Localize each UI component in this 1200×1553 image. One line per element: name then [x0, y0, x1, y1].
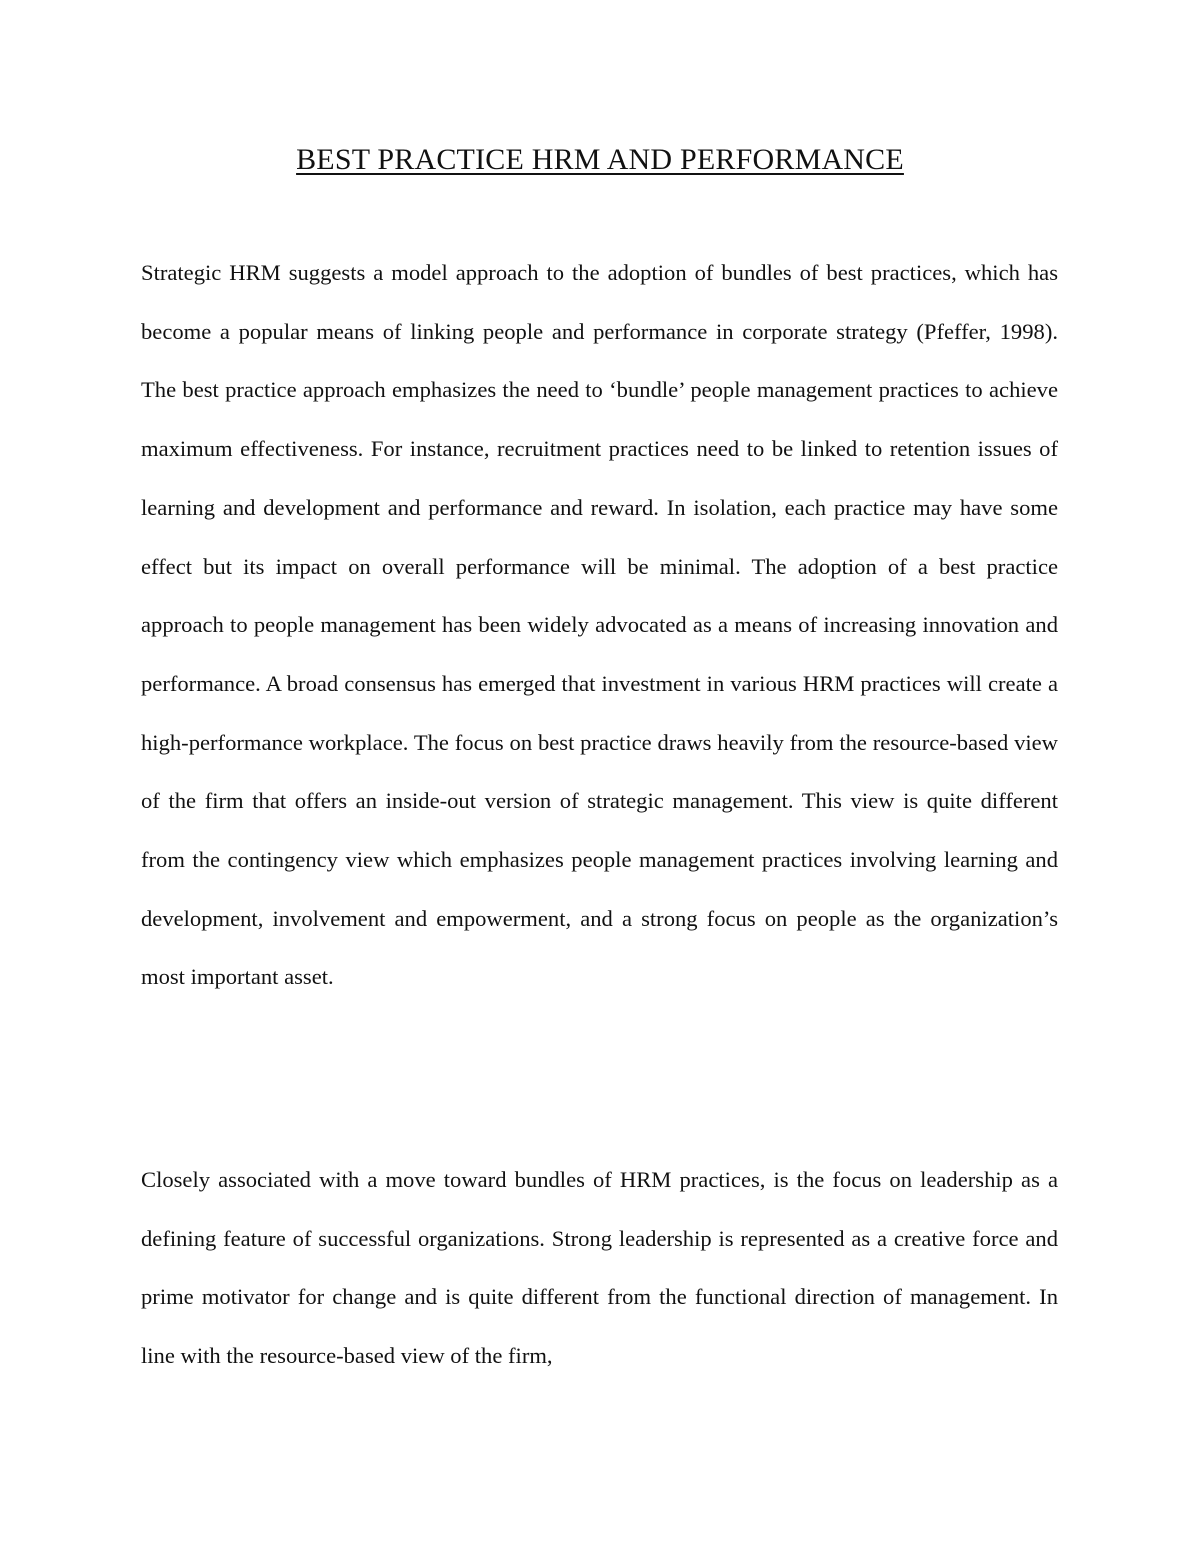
body-paragraph-2: Closely associated with a move toward bundles of HRM practices, is the focus on leadership as a defining feature of successful organizations. Strong leadership is represented as a creative force and prime motivator for change and is quite different from the functional direction of management. In line with the resource-based view of the firm, — [141, 1167, 1058, 1369]
document-title: BEST PRACTICE HRM AND PERFORMANCE — [296, 143, 904, 176]
body-paragraph-1: Strategic HRM suggests a model approach to the adoption of bundles of best practices, which has become a popular means of linking people and performance in corporate strategy (Pfeffer, 1998). The best practice approach emphasizes the need to ‘bundle’ people management practices to achieve maximum effectiveness. For instance, recruitment practices need to be linked to retention issues of learning and development and performance and reward. In isolation, each practice may have some effect but its impact on overall performance will be minimal. The adoption of a best practice approach to people management has been widely advocated as a means of increasing innovation and performance. A broad consensus has emerged that investment in various HRM practices will create a high-performance workplace. The focus on best practice draws heavily from the resource-based view of the firm that offers an inside-out version of strategic management. This view is quite different from the contingency view which emphasizes people management practices involving learning and development, involvement and empowerment, and a strong focus on people as the organization’s most important asset. — [141, 260, 1058, 990]
